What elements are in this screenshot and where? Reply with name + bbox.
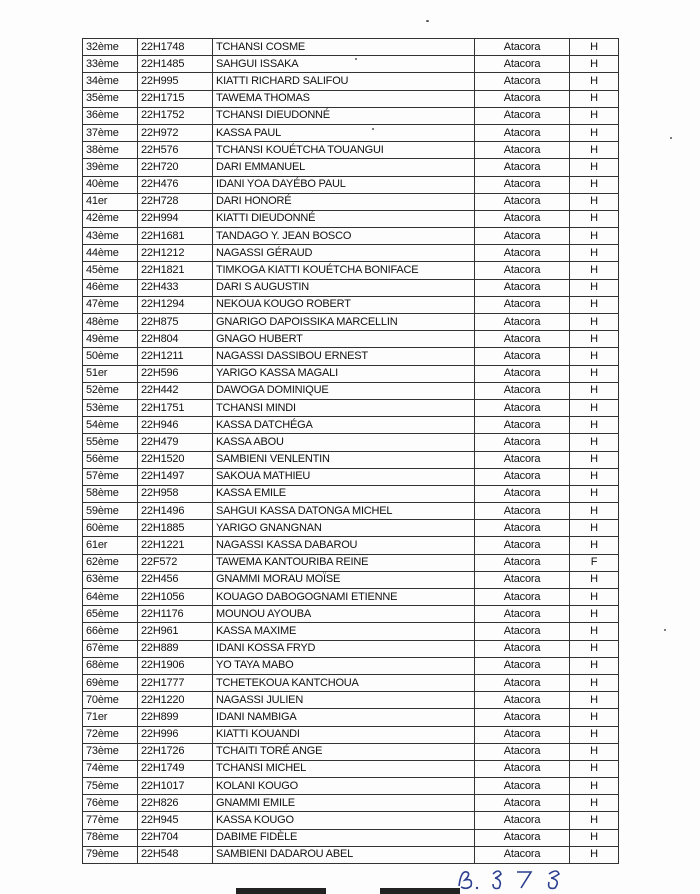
sex-cell: H — [570, 382, 619, 399]
name-cell: TCHAITI TORÉ ANGE — [213, 743, 475, 760]
code-cell: 22H720 — [138, 159, 213, 176]
sex-cell: H — [570, 417, 619, 434]
name-cell: NAGASSI GÉRAUD — [213, 245, 475, 262]
sex-cell: H — [570, 812, 619, 829]
table-row — [83, 640, 619, 657]
sex-cell: H — [570, 262, 619, 279]
rank-cell: 44ème — [83, 245, 138, 262]
name-cell: YARIGO GNANGNAN — [213, 520, 475, 537]
rank-cell: 50ème — [83, 348, 138, 365]
department-cell: Atacora — [475, 657, 570, 674]
department-cell: Atacora — [475, 554, 570, 571]
rank-cell: 79ème — [83, 846, 138, 863]
name-cell: NEKOUA KOUGO ROBERT — [213, 296, 475, 313]
name-cell: SAHGUI KASSA DATONGA MICHEL — [213, 503, 475, 520]
department-cell: Atacora — [475, 73, 570, 90]
code-cell: 22H1176 — [138, 606, 213, 623]
table-row — [83, 331, 619, 348]
name-cell: KIATTI DIEUDONNÉ — [213, 210, 475, 227]
code-cell: 22H1885 — [138, 520, 213, 537]
code-cell: 22H804 — [138, 331, 213, 348]
department-cell: Atacora — [475, 778, 570, 795]
rank-cell: 57ème — [83, 468, 138, 485]
name-cell: KOLANI KOUGO — [213, 778, 475, 795]
code-cell: 22H946 — [138, 417, 213, 434]
rank-cell: 49ème — [83, 331, 138, 348]
name-cell: TCHANSI KOUÉTCHA TOUANGUI — [213, 142, 475, 159]
name-cell: KASSA KOUGO — [213, 812, 475, 829]
rank-cell: 48ème — [83, 314, 138, 331]
table-row — [83, 537, 619, 554]
rank-cell: 69ème — [83, 674, 138, 691]
code-cell: 22F572 — [138, 554, 213, 571]
rank-cell: 36ème — [83, 107, 138, 124]
department-cell: Atacora — [475, 107, 570, 124]
department-cell: Atacora — [475, 726, 570, 743]
code-cell: 22H704 — [138, 829, 213, 846]
name-cell: YARIGO KASSA MAGALI — [213, 365, 475, 382]
table-row — [83, 142, 619, 159]
code-cell: 22H1221 — [138, 537, 213, 554]
sex-cell: H — [570, 331, 619, 348]
bottom-edge-bar — [380, 888, 460, 894]
sex-cell: H — [570, 571, 619, 588]
code-cell: 22H1777 — [138, 674, 213, 691]
table-row — [83, 692, 619, 709]
table-row — [83, 674, 619, 691]
name-cell: SAMBIENI DADAROU ABEL — [213, 846, 475, 863]
table-row — [83, 451, 619, 468]
table-row — [83, 795, 619, 812]
rank-cell: 55ème — [83, 434, 138, 451]
sex-cell: H — [570, 640, 619, 657]
sex-cell: H — [570, 451, 619, 468]
rank-cell: 43ème — [83, 228, 138, 245]
name-cell: KIATTI KOUANDI — [213, 726, 475, 743]
name-cell: IDANI NAMBIGA — [213, 709, 475, 726]
rank-cell: 66ème — [83, 623, 138, 640]
sex-cell: H — [570, 348, 619, 365]
department-cell: Atacora — [475, 193, 570, 210]
code-cell: 22H456 — [138, 571, 213, 588]
table-row — [83, 623, 619, 640]
sex-cell: H — [570, 245, 619, 262]
department-cell: Atacora — [475, 382, 570, 399]
sex-cell: H — [570, 537, 619, 554]
rank-cell: 47ème — [83, 296, 138, 313]
results-table-body — [83, 39, 619, 864]
sex-cell: H — [570, 107, 619, 124]
code-cell: 22H479 — [138, 434, 213, 451]
table-row — [83, 846, 619, 863]
department-cell: Atacora — [475, 296, 570, 313]
table-row — [83, 657, 619, 674]
code-cell: 22H889 — [138, 640, 213, 657]
department-cell: Atacora — [475, 743, 570, 760]
table-row — [83, 829, 619, 846]
name-cell: GNARIGO DAPOISSIKA MARCELLIN — [213, 314, 475, 331]
table-row — [83, 228, 619, 245]
code-cell: 22H945 — [138, 812, 213, 829]
rank-cell: 77ème — [83, 812, 138, 829]
department-cell: Atacora — [475, 520, 570, 537]
name-cell: DARI EMMANUEL — [213, 159, 475, 176]
rank-cell: 67ème — [83, 640, 138, 657]
code-cell: 22H1211 — [138, 348, 213, 365]
sex-cell: H — [570, 314, 619, 331]
table-row — [83, 193, 619, 210]
name-cell: DARI S AUGUSTIN — [213, 279, 475, 296]
department-cell: Atacora — [475, 795, 570, 812]
table-row — [83, 743, 619, 760]
rank-cell: 68ème — [83, 657, 138, 674]
table-row — [83, 73, 619, 90]
sex-cell: H — [570, 503, 619, 520]
code-cell: 22H596 — [138, 365, 213, 382]
rank-cell: 58ème — [83, 485, 138, 502]
code-cell: 22H1748 — [138, 39, 213, 56]
code-cell: 22H1294 — [138, 296, 213, 313]
table-row — [83, 262, 619, 279]
sex-cell: H — [570, 520, 619, 537]
rank-cell: 52ème — [83, 382, 138, 399]
handwritten-signature — [455, 864, 575, 892]
code-cell: 22H576 — [138, 142, 213, 159]
table-row — [83, 417, 619, 434]
table-row — [83, 159, 619, 176]
table-row — [83, 245, 619, 262]
table-row — [83, 812, 619, 829]
table-row — [83, 39, 619, 56]
table-row — [83, 314, 619, 331]
rank-cell: 41er — [83, 193, 138, 210]
code-cell: 22H1056 — [138, 589, 213, 606]
code-cell: 22H548 — [138, 846, 213, 863]
sex-cell: H — [570, 760, 619, 777]
department-cell: Atacora — [475, 503, 570, 520]
scan-speck — [426, 20, 429, 22]
sex-cell: H — [570, 159, 619, 176]
name-cell: GNAMMI MORAU MOÏSE — [213, 571, 475, 588]
code-cell: 22H875 — [138, 314, 213, 331]
rank-cell: 38ème — [83, 142, 138, 159]
name-cell: MOUNOU AYOUBA — [213, 606, 475, 623]
name-cell: KASSA DATCHÉGA — [213, 417, 475, 434]
department-cell: Atacora — [475, 176, 570, 193]
sex-cell: H — [570, 193, 619, 210]
code-cell: 22H1497 — [138, 468, 213, 485]
name-cell: TCHANSI COSME — [213, 39, 475, 56]
rank-cell: 75ème — [83, 778, 138, 795]
department-cell: Atacora — [475, 537, 570, 554]
name-cell: KASSA EMILE — [213, 485, 475, 502]
code-cell: 22H1752 — [138, 107, 213, 124]
name-cell: KIATTI RICHARD SALIFOU — [213, 73, 475, 90]
sex-cell: H — [570, 606, 619, 623]
code-cell: 22H995 — [138, 73, 213, 90]
name-cell: GNAGO HUBERT — [213, 331, 475, 348]
sex-cell: H — [570, 795, 619, 812]
sex-cell: H — [570, 485, 619, 502]
department-cell: Atacora — [475, 210, 570, 227]
department-cell: Atacora — [475, 245, 570, 262]
table-row — [83, 348, 619, 365]
code-cell: 22H899 — [138, 709, 213, 726]
department-cell: Atacora — [475, 468, 570, 485]
name-cell: NAGASSI KASSA DABAROU — [213, 537, 475, 554]
sex-cell: H — [570, 399, 619, 416]
rank-cell: 71er — [83, 709, 138, 726]
name-cell: DARI HONORÉ — [213, 193, 475, 210]
code-cell: 22H958 — [138, 485, 213, 502]
rank-cell: 35ème — [83, 90, 138, 107]
sex-cell: H — [570, 846, 619, 863]
name-cell: TCHANSI DIEUDONNÉ — [213, 107, 475, 124]
name-cell: SAMBIENI VENLENTIN — [213, 451, 475, 468]
code-cell: 22H1681 — [138, 228, 213, 245]
name-cell: SAKOUA MATHIEU — [213, 468, 475, 485]
table-row — [83, 176, 619, 193]
name-cell: NAGASSI DASSIBOU ERNEST — [213, 348, 475, 365]
code-cell: 22H728 — [138, 193, 213, 210]
rank-cell: 60ème — [83, 520, 138, 537]
sex-cell: H — [570, 124, 619, 141]
table-row — [83, 365, 619, 382]
department-cell: Atacora — [475, 709, 570, 726]
sex-cell: H — [570, 589, 619, 606]
code-cell: 22H1212 — [138, 245, 213, 262]
sex-cell: H — [570, 709, 619, 726]
rank-cell: 76ème — [83, 795, 138, 812]
name-cell: TAWEMA THOMAS — [213, 90, 475, 107]
name-cell: DABIME FIDÈLE — [213, 829, 475, 846]
rank-cell: 37ème — [83, 124, 138, 141]
name-cell: TIMKOGA KIATTI KOUÉTCHA BONIFACE — [213, 262, 475, 279]
rank-cell: 54ème — [83, 417, 138, 434]
sex-cell: H — [570, 434, 619, 451]
name-cell: TAWEMA KANTOURIBA REINE — [213, 554, 475, 571]
name-cell: IDANI YOA DAYÉBO PAUL — [213, 176, 475, 193]
rank-cell: 40ème — [83, 176, 138, 193]
department-cell: Atacora — [475, 39, 570, 56]
rank-cell: 34ème — [83, 73, 138, 90]
sex-cell: H — [570, 743, 619, 760]
rank-cell: 56ème — [83, 451, 138, 468]
code-cell: 22H1220 — [138, 692, 213, 709]
sex-cell: H — [570, 296, 619, 313]
code-cell: 22H476 — [138, 176, 213, 193]
table-row — [83, 399, 619, 416]
sex-cell: H — [570, 365, 619, 382]
table-row — [83, 554, 619, 571]
sex-cell: H — [570, 39, 619, 56]
sex-cell: H — [570, 73, 619, 90]
name-cell: TCHETEKOUA KANTCHOUA — [213, 674, 475, 691]
name-cell: KASSA PAUL — [213, 124, 475, 141]
rank-cell: 53ème — [83, 399, 138, 416]
department-cell: Atacora — [475, 812, 570, 829]
table-row — [83, 709, 619, 726]
department-cell: Atacora — [475, 124, 570, 141]
code-cell: 22H1751 — [138, 399, 213, 416]
name-cell: DAWOGA DOMINIQUE — [213, 382, 475, 399]
table-row — [83, 107, 619, 124]
department-cell: Atacora — [475, 692, 570, 709]
name-cell: NAGASSI JULIEN — [213, 692, 475, 709]
sex-cell: H — [570, 657, 619, 674]
department-cell: Atacora — [475, 228, 570, 245]
table-row — [83, 56, 619, 73]
table-row — [83, 571, 619, 588]
sex-cell: H — [570, 468, 619, 485]
code-cell: 22H1906 — [138, 657, 213, 674]
sex-cell: H — [570, 778, 619, 795]
sex-cell: H — [570, 692, 619, 709]
department-cell: Atacora — [475, 159, 570, 176]
department-cell: Atacora — [475, 606, 570, 623]
rank-cell: 62ème — [83, 554, 138, 571]
table-row — [83, 606, 619, 623]
scan-speck — [670, 137, 672, 139]
rank-cell: 33ème — [83, 56, 138, 73]
code-cell: 22H1496 — [138, 503, 213, 520]
sex-cell: H — [570, 829, 619, 846]
code-cell: 22H1726 — [138, 743, 213, 760]
rank-cell: 70ème — [83, 692, 138, 709]
rank-cell: 72ème — [83, 726, 138, 743]
table-row — [83, 778, 619, 795]
code-cell: 22H1821 — [138, 262, 213, 279]
table-row — [83, 382, 619, 399]
name-cell: YO TAYA MABO — [213, 657, 475, 674]
scan-speck — [664, 629, 666, 631]
code-cell: 22H826 — [138, 795, 213, 812]
table-row — [83, 434, 619, 451]
department-cell: Atacora — [475, 399, 570, 416]
name-cell: KASSA ABOU — [213, 434, 475, 451]
department-cell: Atacora — [475, 56, 570, 73]
table-row — [83, 279, 619, 296]
rank-cell: 51er — [83, 365, 138, 382]
table-row — [83, 520, 619, 537]
rank-cell: 74ème — [83, 760, 138, 777]
code-cell: 22H961 — [138, 623, 213, 640]
department-cell: Atacora — [475, 846, 570, 863]
department-cell: Atacora — [475, 485, 570, 502]
department-cell: Atacora — [475, 589, 570, 606]
rank-cell: 46ème — [83, 279, 138, 296]
sex-cell: F — [570, 554, 619, 571]
department-cell: Atacora — [475, 829, 570, 846]
table-row — [83, 124, 619, 141]
name-cell: TANDAGO Y. JEAN BOSCO — [213, 228, 475, 245]
rank-cell: 63ème — [83, 571, 138, 588]
name-cell: IDANI KOSSA FRYD — [213, 640, 475, 657]
rank-cell: 42ème — [83, 210, 138, 227]
results-table — [82, 38, 619, 864]
code-cell: 22H1017 — [138, 778, 213, 795]
name-cell: KASSA MAXIME — [213, 623, 475, 640]
department-cell: Atacora — [475, 262, 570, 279]
department-cell: Atacora — [475, 674, 570, 691]
table-row — [83, 210, 619, 227]
rank-cell: 78ème — [83, 829, 138, 846]
name-cell: TCHANSI MINDI — [213, 399, 475, 416]
sex-cell: H — [570, 210, 619, 227]
department-cell: Atacora — [475, 623, 570, 640]
name-cell: KOUAGO DABOGOGNAMI ETIENNE — [213, 589, 475, 606]
sex-cell: H — [570, 90, 619, 107]
table-row — [83, 503, 619, 520]
department-cell: Atacora — [475, 640, 570, 657]
rank-cell: 65ème — [83, 606, 138, 623]
rank-cell: 39ème — [83, 159, 138, 176]
sex-cell: H — [570, 176, 619, 193]
department-cell: Atacora — [475, 90, 570, 107]
rank-cell: 45ème — [83, 262, 138, 279]
table-row — [83, 296, 619, 313]
code-cell: 22H433 — [138, 279, 213, 296]
code-cell: 22H972 — [138, 124, 213, 141]
code-cell: 22H442 — [138, 382, 213, 399]
name-cell: GNAMMI EMILE — [213, 795, 475, 812]
table-row — [83, 726, 619, 743]
sex-cell: H — [570, 228, 619, 245]
table-row — [83, 589, 619, 606]
sex-cell: H — [570, 674, 619, 691]
code-cell: 22H996 — [138, 726, 213, 743]
rank-cell: 64ème — [83, 589, 138, 606]
code-cell: 22H1715 — [138, 90, 213, 107]
department-cell: Atacora — [475, 451, 570, 468]
code-cell: 22H1485 — [138, 56, 213, 73]
code-cell: 22H1520 — [138, 451, 213, 468]
name-cell: SAHGUI ISSAKA — [213, 56, 475, 73]
department-cell: Atacora — [475, 348, 570, 365]
sex-cell: H — [570, 279, 619, 296]
department-cell: Atacora — [475, 434, 570, 451]
sex-cell: H — [570, 726, 619, 743]
table-row — [83, 90, 619, 107]
table-row — [83, 468, 619, 485]
sex-cell: H — [570, 142, 619, 159]
sex-cell: H — [570, 623, 619, 640]
rank-cell: 32ème — [83, 39, 138, 56]
sex-cell: H — [570, 56, 619, 73]
department-cell: Atacora — [475, 142, 570, 159]
name-cell: TCHANSI MICHEL — [213, 760, 475, 777]
table-row — [83, 760, 619, 777]
department-cell: Atacora — [475, 417, 570, 434]
department-cell: Atacora — [475, 571, 570, 588]
department-cell: Atacora — [475, 760, 570, 777]
department-cell: Atacora — [475, 331, 570, 348]
code-cell: 22H1749 — [138, 760, 213, 777]
rank-cell: 73ème — [83, 743, 138, 760]
rank-cell: 61er — [83, 537, 138, 554]
rank-cell: 59ème — [83, 503, 138, 520]
department-cell: Atacora — [475, 365, 570, 382]
bottom-edge-bar — [236, 888, 326, 894]
code-cell: 22H994 — [138, 210, 213, 227]
table-row — [83, 485, 619, 502]
department-cell: Atacora — [475, 279, 570, 296]
department-cell: Atacora — [475, 314, 570, 331]
